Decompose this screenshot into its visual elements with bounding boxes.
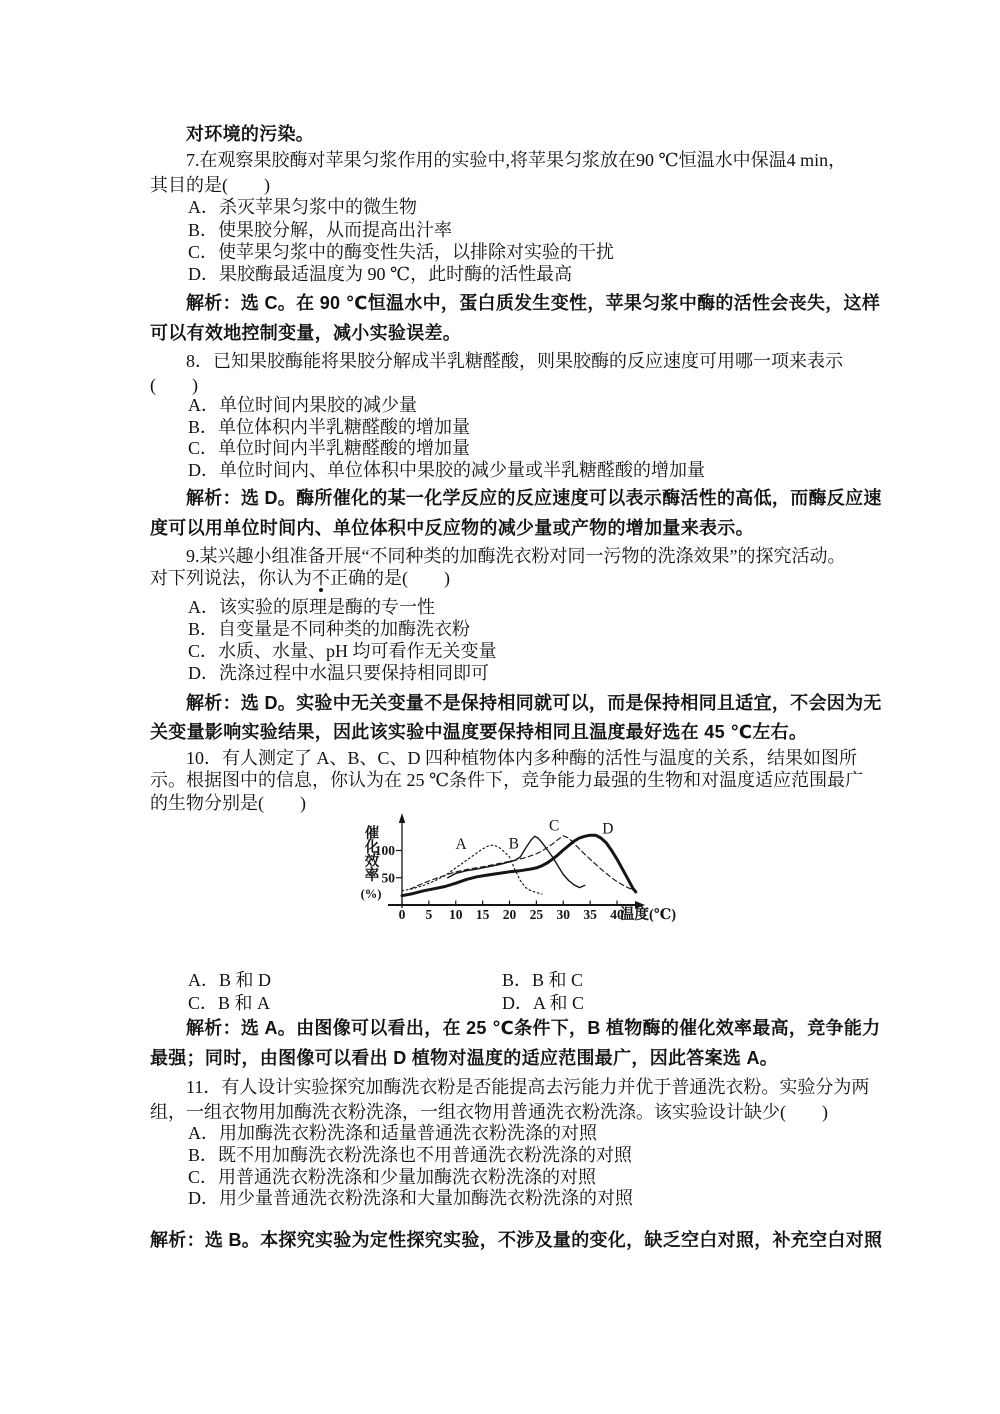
q10-option-a: A．B 和 D [188,970,272,990]
q9-option-c: C．水质、水量、pH 均可看作无关变量 [188,641,497,661]
q8-stem-line-1: 8．已知果胶酶能将果胶分解成半乳糖醛酸，则果胶酶的反应速度可用哪一项来表示 [186,351,843,371]
x-tick-label: 40 [610,907,624,922]
q8-analysis-line-1: 解析：选 D。酶所催化的某一化学反应的反应速度可以表示酶活性的高低，而酶反应速 [186,488,882,508]
q7-option-a: A．杀灭苹果匀浆中的微生物 [188,197,417,217]
x-tick-label: 5 [425,907,433,922]
q9-analysis-line-2: 关变量影响实验结果，因此该实验中温度要保持相同且温度最好选在 45 ℃左右。 [150,722,808,742]
q7-stem-line-2: 其目的是( ) [150,175,270,195]
x-tick-label: 35 [583,907,597,922]
q9-stem-line-2 [150,566,862,591]
q9-emphasized-char: 不 [312,568,330,588]
q10-stem-line-2: 示。根据图中的信息，你认为在 25 ℃条件下，竞争能力最强的生物和对温度适应范围最广 [150,770,864,790]
q8-option-b: B．单位体积内半乳糖醛酸的增加量 [188,417,471,437]
y-axis-title-char: 率 [364,868,380,884]
series-B-label: B [508,835,519,853]
q11-stem-line-2: 组，一组衣物用加酶洗衣粉洗涤，一组衣物用普通洗衣粉洗涤。该实验设计缺少( ) [150,1102,828,1122]
q8-analysis-line-2: 度可以用单位时间内、单位体积中反应物的减少量或产物的增加量来表示。 [150,518,754,538]
y-tick-label: 50 [381,870,395,886]
q11-option-a: A．用加酶洗衣粉洗涤和适量普通洗衣粉洗涤的对照 [188,1123,597,1143]
y-tick-label: 100 [374,843,395,858]
q7-option-b: B．使果胶分解，从而提高出汁率 [188,220,453,240]
y-axis-title-char: 催 [364,826,380,842]
q9-stem-line2-pre: 对下列说法，你认为 [150,568,312,588]
y-axis-unit: (%) [360,887,382,901]
q10-stem-line-3: 的生物分别是( ) [150,793,306,813]
q8-option-c: C．单位时间内半乳糖醛酸的增加量 [188,438,471,458]
y-axis-title-char: 效 [364,854,380,870]
series-C-label: C [548,817,560,835]
q11-option-d: D．用少量普通洗衣粉洗涤和大量加酶洗衣粉洗涤的对照 [188,1188,633,1208]
q9-stem-line2-post: 正确的是( ) [330,568,450,588]
x-tick-label: 0 [398,907,406,922]
q11-option-c: C．用普通洗衣粉洗涤和少量加酶洗衣粉洗涤的对照 [188,1167,597,1187]
x-tick-label: 10 [449,907,463,922]
q10-option-d: D．A 和 C [502,993,585,1013]
y-axis-title-char: 化 [364,840,380,856]
x-tick-label: 20 [502,907,517,922]
q10-option-b: B．B 和 C [502,970,584,990]
q10-analysis-line-2: 最强；同时，由图像可以看出 D 植物对温度的适应范围最广，因此答案选 A。 [150,1048,779,1068]
analysis-tail-line: 对环境的污染。 [186,124,315,144]
x-tick-label: 25 [529,907,544,922]
q7-analysis-line-2: 可以有效地控制变量，减小实验误差。 [150,323,462,343]
q8-option-a: A．单位时间内果胶的减少量 [188,395,417,415]
q7-stem-line-1: 7.在观察果胶酶对苹果匀浆作用的实验中,将苹果匀浆放在90 ℃恒温水中保温4 min， [186,150,847,170]
series-A-label: A [455,835,467,853]
q11-analysis-line-1: 解析：选 B。本探究实验为定性探究实验，不涉及量的变化，缺乏空白对照，补充空白对照 [150,1230,883,1250]
q9-option-d: D．洗涤过程中水温只要保持相同即可 [188,663,489,683]
q11-stem-line-1: 11．有人设计实验探究加酶洗衣粉是否能提高去污能力并优于普通洗衣粉。实验分为两 [186,1077,870,1097]
y-axis-arrow [399,813,405,823]
enzyme-temperature-chart [352,808,702,943]
q11-option-b: B．既不用加酶洗衣粉洗涤也不用普通洗衣粉洗涤的对照 [188,1145,633,1165]
enzyme-temperature-figure [352,808,702,943]
x-tick-label: 30 [556,907,570,922]
q8-stem-line-2: ( ) [150,375,198,395]
q7-analysis-line-1: 解析：选 C。在 90 ℃恒温水中，蛋白质发生变性，苹果匀浆中酶的活性会丧失，这样 [186,293,881,313]
q7-option-d: D．果胶酶最适温度为 90 ℃，此时酶的活性最高 [188,264,573,284]
q9-option-a: A．该实验的原理是酶的专一性 [188,597,435,617]
x-tick-label: 15 [475,907,490,922]
q9-stem-line-1: 9.某兴趣小组准备开展“不同种类的加酶洗衣粉对同一污物的洗涤效果”的探究活动。 [186,546,846,566]
x-axis-title: 温度(℃) [620,907,677,923]
q10-analysis-line-1: 解析：选 A。由图像可以看出，在 25 ℃条件下，B 植物酶的催化效率最高，竞争能力 [186,1018,881,1038]
q10-options-row-1 [150,968,862,993]
q9-analysis-line-1: 解析：选 D。实验中无关变量不是保持相同就可以，而是保持相同且适宜，不会因为无 [186,693,882,713]
q10-option-c: C．B 和 A [188,993,271,1013]
series-D-label: D [602,820,614,838]
q10-options-row-2 [150,991,862,1016]
q9-option-b: B．自变量是不同种类的加酶洗衣粉 [188,619,471,639]
q8-option-d: D．单位时间内、单位体积中果胶的减少量或半乳糖醛酸的增加量 [188,460,705,480]
q7-option-c: C．使苹果匀浆中的酶变性失活，以排除对实验的干扰 [188,242,615,262]
q10-stem-line-1: 10．有人测定了 A、B、C、D 四种植物体内多种酶的活性与温度的关系，结果如图所 [186,748,858,768]
